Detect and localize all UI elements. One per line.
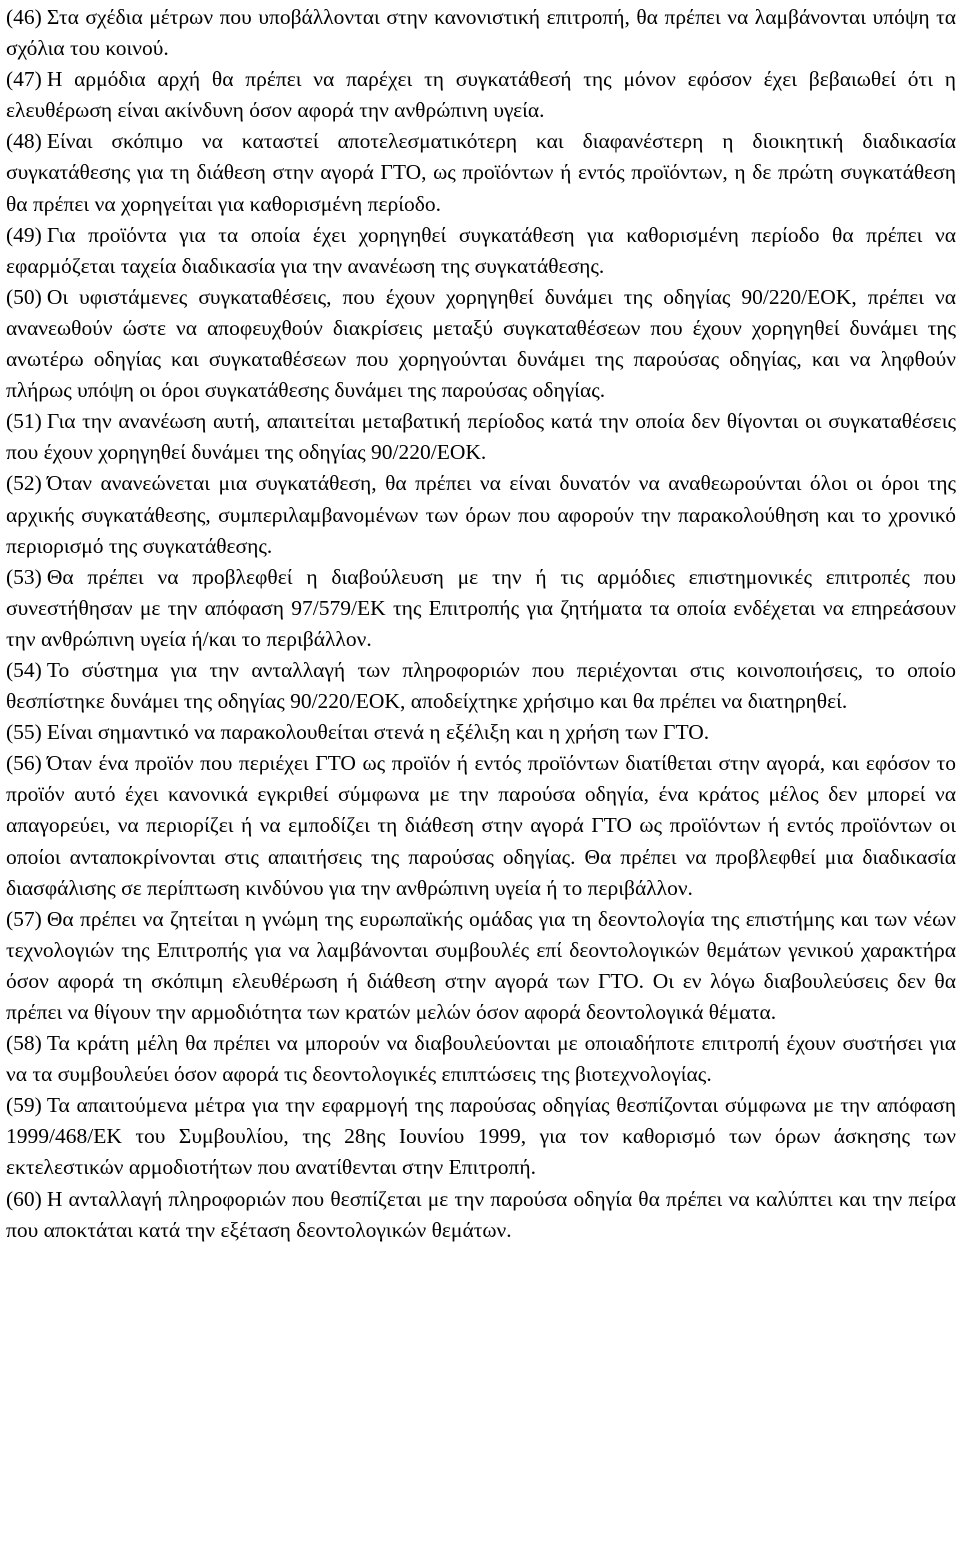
- paragraph: [6, 904, 956, 1028]
- paragraph: [6, 406, 956, 468]
- paragraph: [6, 126, 956, 219]
- paragraph: [6, 717, 956, 748]
- paragraph: [6, 468, 956, 561]
- paragraph-text: Είναι σημαντικό να παρακολουθείται στενά η εξέλιξη και η χρήση των ΓΤΟ.: [46, 720, 710, 745]
- paragraph-text: Είναι σκόπιμο να καταστεί αποτελεσματικότερη και διαφανέστερη η διοικητική διαδικασία συγκατάθεσης για τη διάθεση στην αγορά ΓΤΟ, ως προϊόντων ή εντός προϊόντων, η δε πρώτη συγκατάθεση θα πρέπει να χορηγείται για καθορισμένη περίοδο.: [6, 129, 956, 216]
- paragraph: [6, 1184, 956, 1246]
- paragraph-text: Θα πρέπει να προβλεφθεί η διαβούλευση με την ή τις αρμόδιες επιστημονικές επιτροπές που συνεστήθησαν με την απόφαση 97/579/ΕΚ της Επιτροπής για ζητήματα τα οποία ενδέχεται να επηρεάσουν την ανθρώπινη υγεία ή/και το περιβάλλον.: [6, 564, 956, 651]
- paragraph: [6, 748, 956, 903]
- paragraph-number: (60): [6, 1186, 42, 1211]
- paragraph-text: Όταν ανανεώνεται μια συγκατάθεση, θα πρέπει να είναι δυνατόν να αναθεωρούνται όλοι οι όροι της αρχικής συγκατάθεσης, συμπεριλαμβανομένων των όρων που αφορούν την παρακολούθηση και το χρονικό περιορισμό της συγκατάθεσης.: [6, 471, 956, 558]
- paragraph-list: [6, 2, 956, 1246]
- paragraph-text: Όταν ένα προϊόν που περιέχει ΓΤΟ ως προϊόν ή εντός προϊόντων διατίθεται στην αγορά, και εφόσον το προϊόν αυτό έχει κανονικά εγκριθεί σύμφωνα με την παρούσα οδηγία, ένα κράτος μέλος δεν μπορεί να απαγορεύει, να περιορίζει ή να εμποδίζει τη διάθεση στην αγορά ΓΤΟ ως προϊόντων ή εντός προϊόντων οι οποίοι ανταποκρίνονται στις απαιτήσεις της παρούσας οδηγίας. Θα πρέπει να προβλεφθεί μια διαδικασία διασφάλισης σε περίπτωση κινδύνου για την ανθρώπινη υγεία ή το περιβάλλον.: [6, 751, 956, 900]
- paragraph-text: Τα κράτη μέλη θα πρέπει να μπορούν να διαβουλεύονται με οποιαδήποτε επιτροπή έχουν συστήσει για να τα συμβουλεύει όσον αφορά τις δεοντολογικές επιπτώσεις της βιοτεχνολογίας.: [6, 1031, 956, 1087]
- paragraph-number: (49): [6, 222, 42, 247]
- paragraph-number: (57): [6, 906, 42, 931]
- paragraph-text: Για προϊόντα για τα οποία έχει χορηγηθεί συγκατάθεση για καθορισμένη περίοδο θα πρέπει να εφαρμόζεται ταχεία διαδικασία για την ανανέωση της συγκατάθεσης.: [6, 222, 956, 278]
- paragraph-number: (48): [6, 129, 42, 154]
- paragraph-number: (55): [6, 720, 42, 745]
- paragraph-text: Οι υφιστάμενες συγκαταθέσεις, που έχουν χορηγηθεί δυνάμει της οδηγίας 90/220/ΕΟΚ, πρέπει να ανανεωθούν ώστε να αποφευχθούν διακρίσεις μεταξύ συγκαταθέσεων που έχουν χορηγηθεί δυνάμει της ανωτέρω οδηγίας και συγκαταθέσεων που χορηγούνται δυνάμει της παρούσας οδηγίας, και να ληφθούν πλήρως υπόψη οι όροι συγκατάθεσης δυνάμει της παρούσας οδηγίας.: [6, 284, 956, 403]
- paragraph-number: (53): [6, 564, 42, 589]
- paragraph: [6, 64, 956, 126]
- paragraph-text: Θα πρέπει να ζητείται η γνώμη της ευρωπαϊκής ομάδας για τη δεοντολογία της επιστήμης και των νέων τεχνολογιών της Επιτροπής για να λαμβάνονται συμβουλές επί δεοντολογικών θεμάτων γενικού χαρακτήρα όσον αφορά τη σκόπιμη ελευθέρωση ή διάθεση στην αγορά των ΓΤΟ. Οι εν λόγω διαβουλεύσεις δεν θα πρέπει να θίγουν την αρμοδιότητα των κρατών μελών όσον αφορά δεοντολογικά θέματα.: [6, 906, 956, 1024]
- paragraph-text: Τα απαιτούμενα μέτρα για την εφαρμογή της παρούσας οδηγίας θεσπίζονται σύμφωνα με την απόφαση 1999/468/ΕΚ του Συμβουλίου, της 28ης Ιουνίου 1999, για τον καθορισμό των όρων άσκησης των εκτελεστικών αρμοδιοτήτων που ανατίθενται στην Επιτροπή.: [6, 1093, 956, 1180]
- paragraph: [6, 1028, 956, 1090]
- paragraph-text: Η αρμόδια αρχή θα πρέπει να παρέχει τη συγκατάθεσή της μόνον εφόσον έχει βεβαιωθεί ότι η ελευθέρωση είναι ακίνδυνη όσον αφορά την ανθρώπινη υγεία.: [6, 67, 956, 123]
- paragraph-number: (47): [6, 67, 42, 92]
- paragraph: [6, 220, 956, 282]
- paragraph-text: Η ανταλλαγή πληροφοριών που θεσπίζεται με την παρούσα οδηγία θα πρέπει να καλύπτει και την πείρα που αποκτάται κατά την εξέταση δεοντολογικών θεμάτων.: [6, 1186, 956, 1242]
- paragraph-number: (59): [6, 1093, 42, 1118]
- paragraph: [6, 655, 956, 717]
- paragraph: [6, 2, 956, 64]
- paragraph-text: Για την ανανέωση αυτή, απαιτείται μεταβατική περίοδος κατά την οποία δεν θίγονται οι συγκαταθέσεις που έχουν χορηγηθεί δυνάμει της οδηγίας 90/220/ΕΟΚ.: [6, 409, 956, 465]
- paragraph-number: (52): [6, 471, 42, 496]
- paragraph-number: (46): [6, 5, 42, 29]
- paragraph-text: Το σύστημα για την ανταλλαγή των πληροφοριών που περιέχονται στις κοινοποιήσεις, το οποίο θεσπίστηκε δυνάμει της οδηγίας 90/220/ΕΟΚ, αποδείχτηκε χρήσιμο και θα πρέπει να διατηρηθεί.: [6, 657, 956, 714]
- paragraph-number: (56): [6, 751, 42, 776]
- paragraph-number: (54): [6, 657, 42, 682]
- paragraph-number: (58): [6, 1031, 42, 1056]
- paragraph-number: (50): [6, 284, 42, 309]
- paragraph-number: (51): [6, 409, 42, 434]
- paragraph-text: Στα σχέδια μέτρων που υποβάλλονται στην κανονιστική επιτροπή, θα πρέπει να λαμβάνονται υπόψη τα σχόλια του κοινού.: [6, 5, 956, 61]
- paragraph: [6, 562, 956, 655]
- paragraph: [6, 1090, 956, 1183]
- paragraph: [6, 282, 956, 406]
